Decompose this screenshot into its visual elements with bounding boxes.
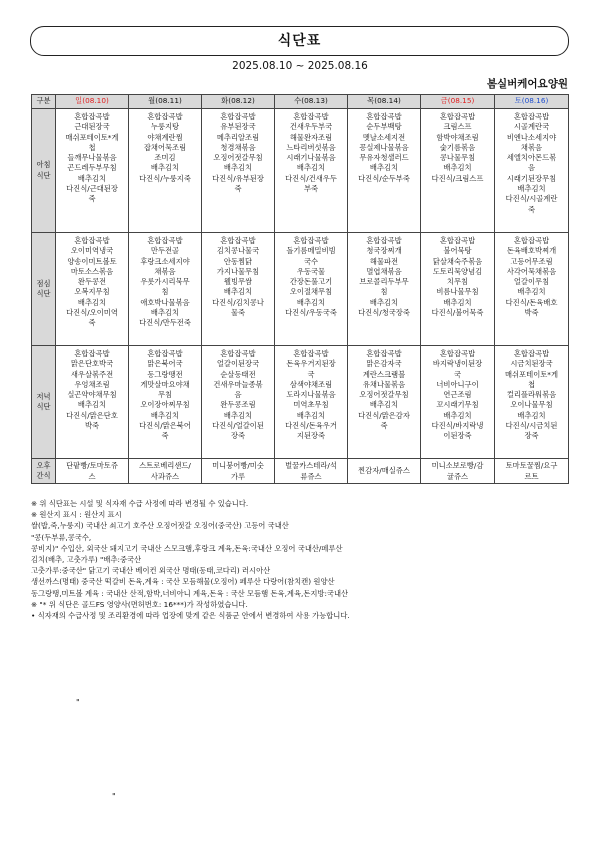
- header-day-sat: 토(08.16): [495, 95, 569, 109]
- snack-row: [32, 459, 569, 484]
- header-day-thu: 목(08.14): [348, 95, 421, 109]
- dinner-cell: 혼합잡곡밥 얼갈이된장국 순살동태전 건새우마늘종볶 음 완두콩조림 배추김치 다진식/얼갈이된 장죽: [202, 346, 275, 459]
- breakfast-cell: 혼합잡곡밥 크림스프 함박야채조림 숯기름볶음 콩나물무침 배추김치 다진식/크림스프: [421, 109, 495, 233]
- header-day-mon: 월(08.11): [129, 95, 202, 109]
- note-line: ※ 원산지 표시 : 원산지 표시: [31, 510, 122, 520]
- header-day-wed: 수(08.13): [275, 95, 348, 109]
- row-label-snack: 오후 간식: [32, 459, 56, 484]
- snack-cell: 벌꿀카스테라/석 류쥬스: [275, 459, 348, 484]
- note-line: ※ 위 식단표는 시설 및 식자재 수급 사정에 따라 변경될 수 있습니다.: [31, 499, 249, 508]
- breakfast-cell: 혼합잡곡밥 건새우두부국 해물완자조림 느타리버섯볶음 시래기나물볶음 배추김치 다진식/건새우두 부죽: [275, 109, 348, 233]
- snack-cell: 미니붕어빵/미숫 가루: [202, 459, 275, 484]
- dinner-cell: 혼합잡곡밥 시금치된장국 매쉬포테이토*게 첩 컬리플라워볶음 오이나물무침 배추김치 다진식/시금치된 장죽: [495, 346, 569, 459]
- header-day-fri: 금(08.15): [421, 95, 495, 109]
- snack-cell: 토마토꿀찜/요구 르트: [495, 459, 569, 484]
- row-label-lunch: 점심 식단: [32, 233, 56, 346]
- note-line: 고춧가루:중국산" 닭고기 국내산 베이컨 외국산 명태(동태,코다리) 러시아산: [31, 566, 271, 576]
- weekly-menu-table: [31, 94, 569, 484]
- snack-cell: 스트로베리샌드/ 사과쥬스: [129, 459, 202, 484]
- note-line: 콩비지)" 수입산, 외국산 돼지고기 국내산 스모크햄,후랑크 계육,돈육:국내산 오징어 국내산/페루산: [31, 543, 343, 553]
- note-line: 김치(배추, 고춧가루) "배추:중국산: [31, 555, 142, 565]
- breakfast-row: [32, 109, 569, 233]
- breakfast-cell: 혼합잡곡밥 근대된장국 매쉬포테이토*게 첩 들깨무나물볶음 곤드레두부무침 배추김치 다진식/근대된장 죽: [56, 109, 129, 233]
- row-label-breakfast: 아침 식단: [32, 109, 56, 233]
- breakfast-cell: 혼합잡곡밥 시골계란국 비엔나소세지야 채볶음 세엘치아몬드볶 음 시래기된장무침 배추김치 다진식/시골계란 죽: [495, 109, 569, 233]
- breakfast-cell: 혼합잡곡밥 유부된장국 메추리알조림 청경채볶음 오징어젓갈무침 배추김치 다진식/유부된장 죽: [202, 109, 275, 233]
- snack-cell: 찐감자/매실쥬스: [348, 459, 421, 484]
- dinner-row: [32, 346, 569, 459]
- header-day-sun: 일(08.10): [56, 95, 129, 109]
- lunch-cell: 혼합잡곡밥 불어묵탕 닭살채숙주볶음 도토리묵양념김 치무침 비름나물무침 배추김치 다진식/불어묵죽: [421, 233, 495, 346]
- dinner-cell: 혼합잡곡밥 돈육우거지된장 국 삼색야채조림 도라지나물볶음 미역초무침 배추김치 다진식/돈육우거 지된장죽: [275, 346, 348, 459]
- notes-section: [31, 498, 576, 621]
- breakfast-cell: 혼합잡곡밥 누룽지탕 야채계란찜 잡채어묵조림 조미김 배추김치 다진식/누룽지죽: [129, 109, 202, 233]
- lunch-cell: 혼합잡곡밥 오이미역냉국 양송이미트볼토 마토소스볶음 완두콩전 오복지무침 배추김치 다진식/오이미역 죽: [56, 233, 129, 346]
- stray-quote-mark: ": [112, 792, 116, 801]
- dinner-cell: 혼합잡곡밥 맑은감자국 계란스크램블 유채나물볶음 오징어젓갈무침 배추김치 다진식/맑은감자 죽: [348, 346, 421, 459]
- stray-quote-mark: ": [76, 698, 80, 707]
- lunch-cell: 혼합잡곡밥 돈육배호박찌개 고등어무조림 사각어묵채볶음 얼갈이무침 배추김치 다진식/돈육배호 박죽: [495, 233, 569, 346]
- lunch-cell: 혼합잡곡밥 돌기름메밀비빔 국수 우동국물 간장돈풀고기 오이절채무침 배추김치 다진식/우동국죽: [275, 233, 348, 346]
- lunch-cell: 혼합잡곡밥 김치콩나물국 안동찜닭 가지나물무침 웰빙무쌈 배추김치 다진식/김치콩나 물죽: [202, 233, 275, 346]
- row-label-dinner: 저녁 식단: [32, 346, 56, 459]
- header-label: 구분: [32, 95, 56, 109]
- snack-cell: 단팥빵/토마토쥬 스: [56, 459, 129, 484]
- note-line: 쌀(밥,죽,누룽지) 국내산 쇠고기 호주산 오징어젓갈 오징어(중국산) 고등어 국내산: [31, 521, 289, 531]
- dinner-cell: 혼합잡곡밥 맑은북어국 동그랑땡전 게맛살마요야채 무침 오이장아찌무침 배추김치 다진식/맑은북어 죽: [129, 346, 202, 459]
- organization-name: 봄실버케어요양원: [486, 78, 568, 90]
- lunch-cell: 혼합잡곡밥 만두전골 후랑크소세지야 채볶음 우롯가시리묵무 침 애호박나물볶음 배추김치 다진식/만두전죽: [129, 233, 202, 346]
- header-day-tue: 화(08.12): [202, 95, 275, 109]
- snack-cell: 미니소보로빵/감 귤쥬스: [421, 459, 495, 484]
- note-line: "콩(두부류,콩국수,: [31, 532, 92, 542]
- note-line: ※ "* 위 식단은 골드FS 영양사(면허번호: 16***)가 작성하였습니다.: [31, 599, 248, 609]
- dinner-cell: 혼합잡곡밥 바지락냉이된장 국 너비아니구이 연근조림 꼬시래기무침 배추김치 다진식/바지락냉 이된장죽: [421, 346, 495, 459]
- note-line: • 식자재의 수급사정 및 조리환경에 따라 업장에 맞게 같은 식품군 안에서 변경하여 사용 가능합니다.: [31, 611, 350, 621]
- menu-title: 식단표: [30, 26, 569, 56]
- table-header-row: [32, 95, 569, 109]
- menu-period: 2025.08.10 ~ 2025.08.16: [232, 60, 368, 72]
- lunch-cell: 혼합잡곡밥 청국장찌개 해물파전 멸엽채볶음 브로콜리두부무 침 배추김치 다진식/청국장죽: [348, 233, 421, 346]
- lunch-row: [32, 233, 569, 346]
- breakfast-cell: 혼합잡곡밥 순두부백탕 멧날소세지전 꽁실제나물볶음 무유자청샐러드 배추김치 다진식/순두부죽: [348, 109, 421, 233]
- dinner-cell: 혼합잡곡밥 맑은단호박국 새우살볶주전 우엉채조림 실곤약야채무침 배추김치 다진식/맑은단호 박죽: [56, 346, 129, 459]
- note-line: 동그랑땡,미트볼 계육 : 국내산 산적,함박,너비아니 계육,돈육 : 국산 모듬햄 돈육,계육,돈지방:국내산: [31, 588, 349, 598]
- note-line: 생선까스(명태) 중국산 떡갈비 돈육,계육 : 국산 모듬해물(오징어) 페루산 다랑어(참치캔) 원양산: [31, 577, 335, 587]
